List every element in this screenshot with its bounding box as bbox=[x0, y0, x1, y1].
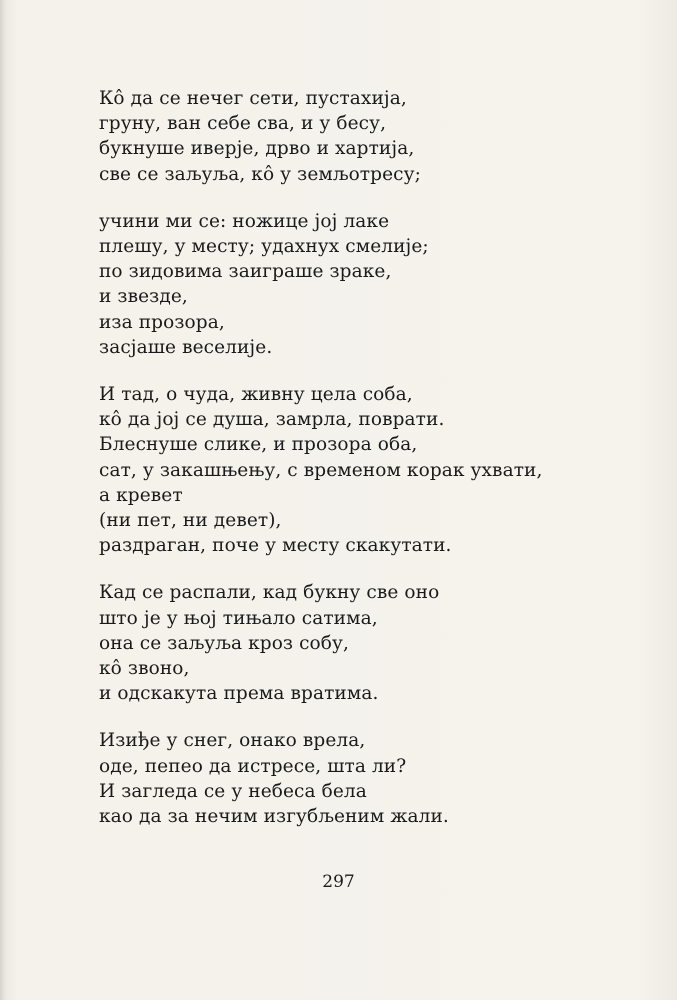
poem-line: раздраган, поче у месту скакутати. bbox=[99, 535, 452, 557]
poem-line: плешу, у месту; удахнух смелије; bbox=[99, 236, 429, 258]
stanza-3 bbox=[99, 382, 619, 558]
poem-line: што је у њој тињало сатима, bbox=[99, 607, 378, 629]
poem-line: Изиђе у снег, онако врела, bbox=[99, 730, 366, 752]
poem-line: сат, у закашњењу, с временом корак ухвати, bbox=[99, 459, 543, 481]
stanza-1 bbox=[99, 86, 619, 187]
poem-line: Кô да се нечег сети, пустахија, bbox=[99, 88, 407, 109]
poem-line: Блеснуше слике, и прозора оба, bbox=[99, 434, 418, 456]
stanza-2 bbox=[99, 209, 619, 360]
poem-line: као да за нечим изгубљеним жали. bbox=[99, 806, 449, 828]
poem-line: (ни пет, ни девет), bbox=[99, 510, 282, 532]
spine-shadow bbox=[0, 0, 6, 1000]
poem-line: и звезде, bbox=[99, 286, 188, 308]
poem-line: засјаше веселије. bbox=[99, 336, 273, 358]
poem-line: иза прозора, bbox=[99, 311, 225, 333]
poem-line: она се заљуља кроз собу, bbox=[99, 632, 349, 654]
poem-line: све се заљуља, кô у земљотресу; bbox=[99, 163, 421, 185]
poem-line: кô да јој се душа, замрла, поврати. bbox=[99, 409, 445, 431]
stanza-5 bbox=[99, 728, 619, 829]
poem-line: оде, пепео да истресе, шта ли? bbox=[99, 755, 407, 777]
page-number: 297 bbox=[322, 872, 355, 892]
stanza-4 bbox=[99, 580, 619, 706]
poem-line: букнуше иверје, дрво и хартија, bbox=[99, 138, 415, 160]
poem-line: кô звоно, bbox=[99, 658, 190, 680]
poem-line: груну, ван себе сва, и у бесу, bbox=[99, 113, 387, 135]
poem-line: учини ми се: ножице јој лаке bbox=[99, 210, 390, 232]
poem-line: а кревет bbox=[99, 484, 183, 506]
poem-line: И загледа се у небеса бела bbox=[99, 780, 367, 802]
poem-line: Кад се распали, кад букну све оно bbox=[99, 582, 440, 604]
poem-line: по зидовима заиграше зраке, bbox=[99, 261, 392, 283]
poem-line: и одскакута према вратима. bbox=[99, 683, 379, 705]
poem-line: И тад, о чуда, живну цела соба, bbox=[99, 384, 413, 406]
poem bbox=[99, 86, 619, 851]
